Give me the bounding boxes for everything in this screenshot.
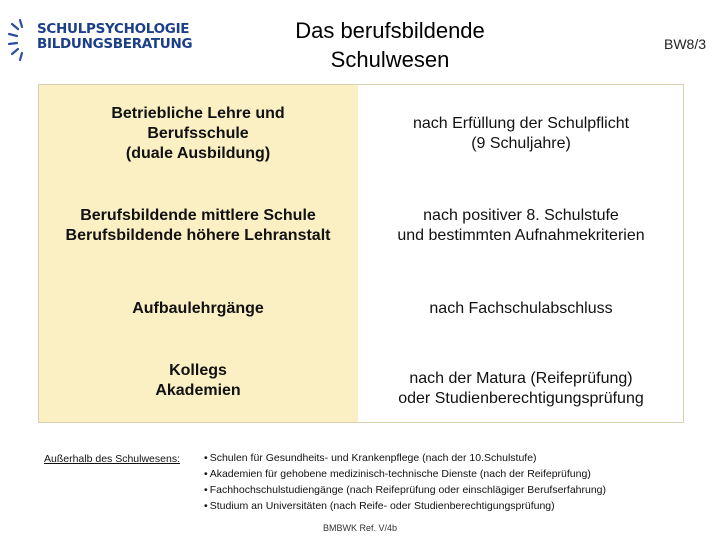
logo [6,16,193,66]
school-type-cell [38,349,358,423]
slide-code: BW8/3 [663,36,706,52]
list-item: • Fachhochschulstudiengänge (nach Reifeprüfung oder einschlägiger Berufserfahrung) [204,482,606,498]
school-type-cell [38,84,358,183]
entry-requirement-cell [358,349,684,423]
list-item: • Studium an Universitäten (nach Reife- oder Studienberechtigungsprüfung) [204,498,606,514]
cell-line: Betriebliche Lehre und [111,104,285,122]
logo-line-2: BILDUNGSBERATUNG [37,36,193,52]
cell-line: (9 Schuljahre) [471,134,571,152]
title-line-2: Schulwesen [330,47,450,72]
entry-requirement-cell [358,268,684,349]
cell-line: oder Studienberechtigungsprüfung [398,390,644,407]
cell-line: Berufsbildende mittlere Schule [80,206,316,224]
slide-title [240,16,540,74]
list-item: • Schulen für Gesundheits- und Krankenpflege (nach der 10.Schulstufe) [204,450,606,466]
entry-requirement-cell [358,183,684,268]
outside-list [204,450,606,514]
cell-line: nach positiver 8. Schulstufe [423,206,619,224]
cell-line: (duale Ausbildung) [125,144,271,162]
cell-line: Aufbaulehrgänge [132,299,264,317]
list-item: • Akademien für gehobene medizinisch-technische Dienste (nach der Reifeprüfung) [204,466,606,482]
cell-line: Berufsbildende höhere Lehranstalt [65,226,331,244]
cell-line: Akademien [155,382,241,399]
cell-line: nach Erfüllung der Schulpflicht [412,114,630,132]
cell-line: nach der Matura (Reifeprüfung) [409,370,633,387]
school-type-cell [38,268,358,349]
school-type-cell [38,183,358,268]
title-line-1: Das berufsbildende [295,18,485,43]
footer-reference: BMBWK Ref. V/4b [322,523,398,533]
cell-line: Kollegs [169,362,227,379]
logo-text [37,22,192,52]
logo-line-1: SCHULPSYCHOLOGIE [37,21,190,37]
cell-line: Berufsschule [147,124,249,142]
logo-rays-icon [6,16,36,66]
entry-requirement-cell [358,84,684,183]
outside-label: Außerhalb des Schulwesens: [44,453,180,465]
cell-line: nach Fachschulabschluss [429,299,613,317]
cell-line: und bestimmten Aufnahmekriterien [397,226,645,244]
